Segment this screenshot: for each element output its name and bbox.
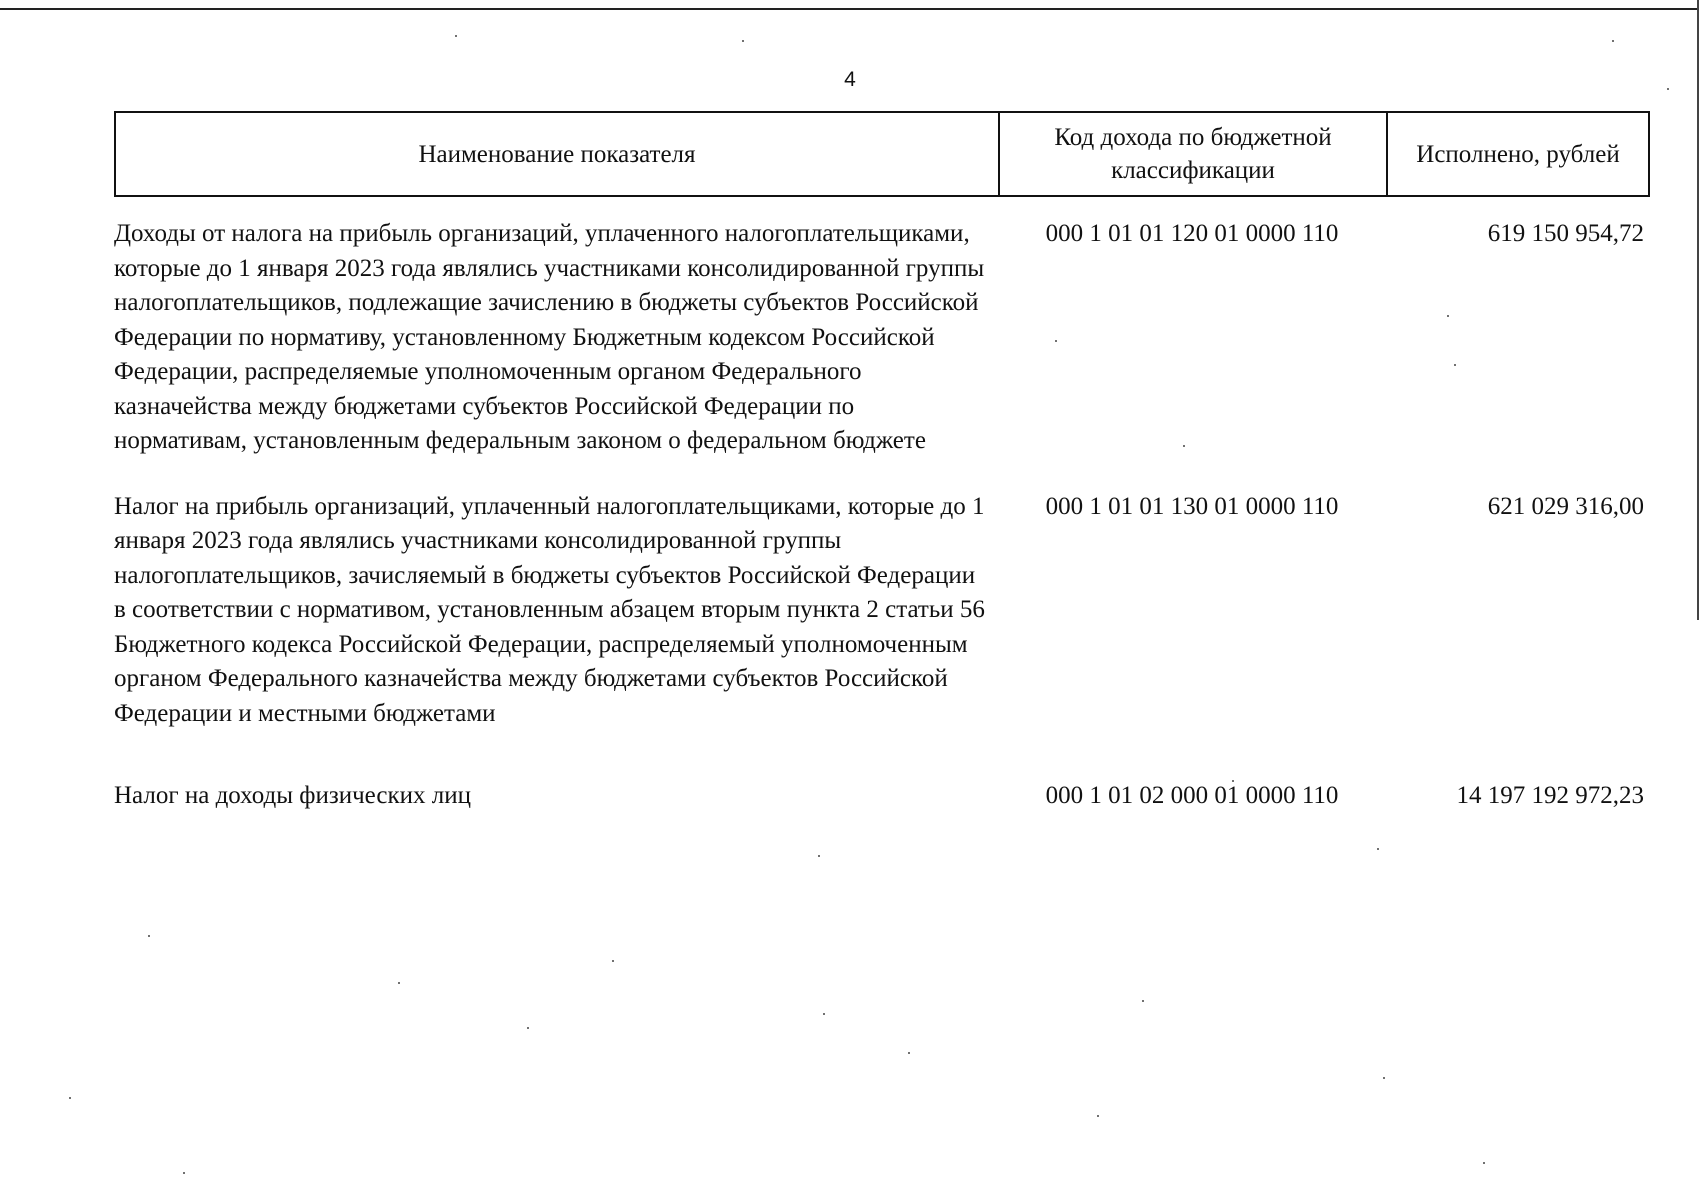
table-row [114, 217, 1650, 459]
row-executed-amount: 14 197 192 972,23 [1456, 782, 1644, 809]
header-indicator-name: Наименование показателя [116, 113, 1000, 195]
header-executed-amount: Исполнено, рублей [1416, 140, 1620, 168]
table-header [114, 111, 1650, 197]
row-indicator-name: Налог на прибыль организаций, уплаченный налогоплательщиками, которые до 1 января 2023 года являлись участниками консолидированной группы налогоплательщиков, зачисляемый в бюджеты субъектов Российской Федерации в соответствии с нормативом, установленным абзацем вторым пункта 2 статьи 56 Бюджетного кодекса Российской Федерации, распределяемый уполномоченным органом Федерального казначейства между бюджетами субъектов Российской Федерации и местными бюджетами [114, 492, 985, 727]
row-budget-code: 000 1 01 01 120 01 0000 110 [1045, 220, 1339, 247]
row-indicator-name: Доходы от налога на прибыль организаций, уплаченного налогоплательщиками, которые до 1 января 2023 года являлись участниками консолидированной группы налогоплательщиков, подлежащие зачислению в бюджеты субъектов Российской Федерации по нормативу, установленному Бюджетным кодексом Российской Федерации, распределяемые уполномоченным органом Федерального казначейства между бюджетами субъектов Российской Федерации по нормативам, установленным федеральным законом о федеральном бюджете [114, 220, 985, 454]
header-budget-code: Код дохода по бюджетной классификации [1000, 113, 1388, 195]
row-executed-amount: 621 029 316,00 [1487, 492, 1644, 520]
row-budget-code: 000 1 01 01 130 01 0000 110 [1045, 492, 1339, 520]
row-budget-code: 000 1 01 02 000 01 0000 110 [1045, 782, 1339, 809]
revenue-table [114, 111, 1650, 814]
row-executed-amount: 619 150 954,72 [1487, 220, 1644, 247]
table-row [114, 490, 1650, 732]
row-indicator-name: Налог на доходы физических лиц [114, 782, 471, 809]
page-number: 4 [844, 68, 856, 91]
table-row [114, 779, 1650, 814]
top-border-line [0, 8, 1699, 10]
